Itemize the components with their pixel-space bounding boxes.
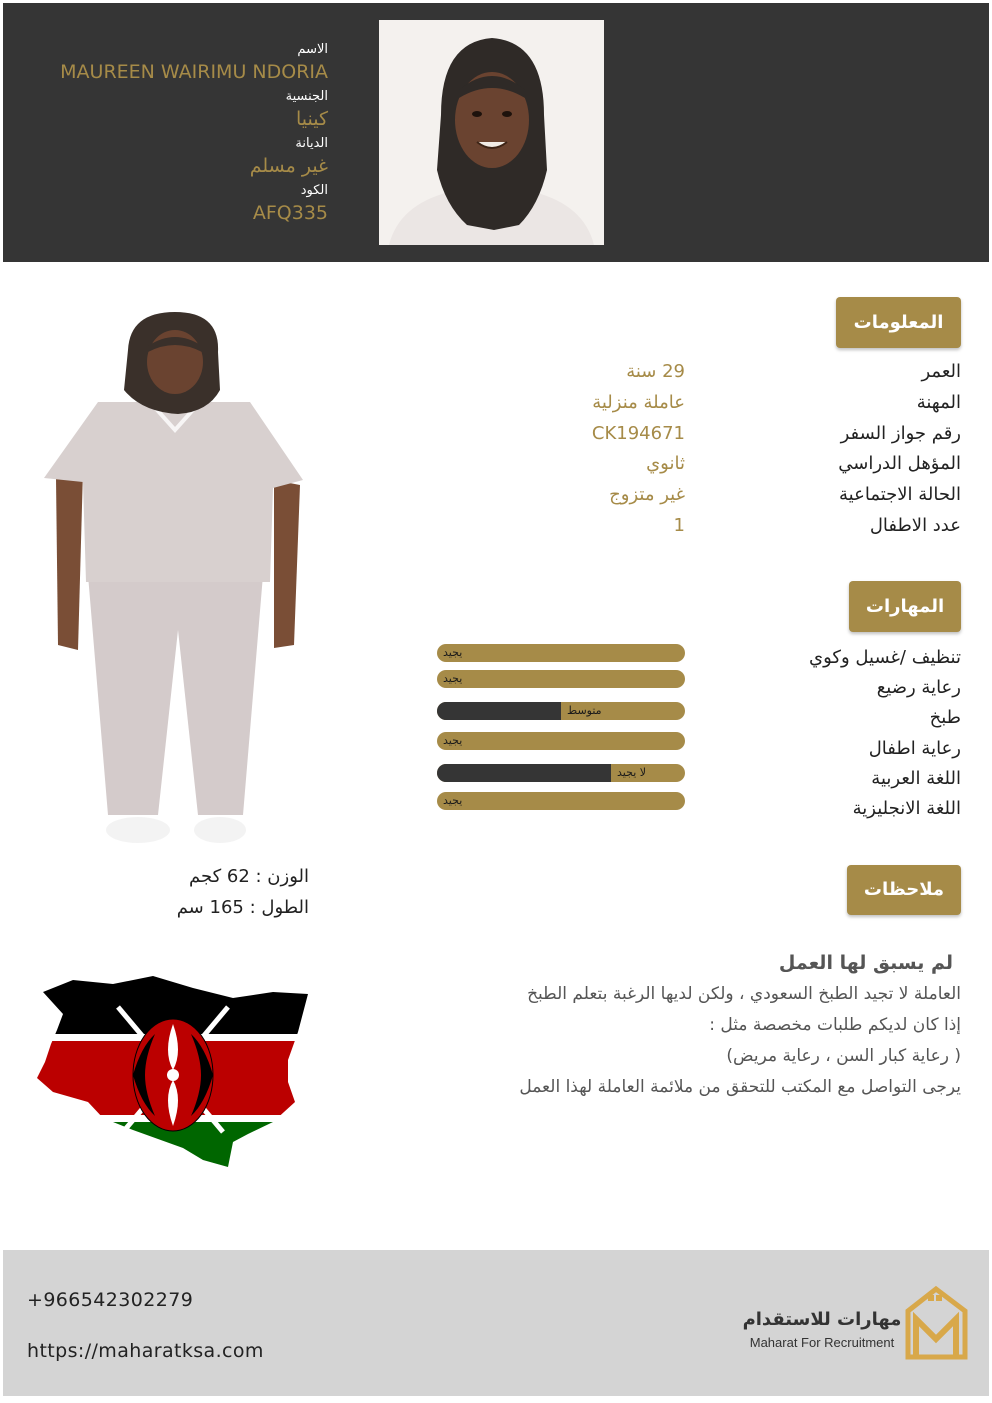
skill-level-text: يجيد (443, 794, 463, 807)
logo-english-text: Maharat For Recruitment (749, 1335, 895, 1350)
skill-level-text: يجيد (443, 646, 463, 659)
info-label: رقم جواز السفر (840, 423, 961, 444)
info-label: المؤهل الدراسي (838, 453, 961, 474)
skill-label: اللغة الانجليزية (852, 798, 961, 819)
skill-level-bar (437, 792, 685, 810)
notes-line: إذا كان لديكم طلبات مخصصة مثل : (709, 1015, 961, 1035)
skill-bar-fill (437, 702, 561, 720)
code-value: AFQ335 (252, 202, 328, 224)
logo-arabic-text: مهارات للاستقدام (742, 1309, 902, 1330)
phone-number[interactable]: +966542302279 (27, 1289, 194, 1311)
skill-level-text: متوسط (567, 704, 602, 717)
skill-label: طبخ (929, 707, 961, 728)
info-row-profession (431, 392, 961, 423)
header-fields (8, 39, 328, 229)
religion-value: غير مسلم (249, 155, 328, 177)
skill-level-bar (437, 764, 685, 782)
info-value: غير متزوج (609, 484, 685, 505)
skill-level-bar (437, 670, 685, 688)
notes-line: ( رعاية كبار السن ، رعاية مريض) (726, 1046, 961, 1066)
skill-bar-fill (437, 764, 611, 782)
notes-line: يرجى التواصل مع المكتب للتحقق من ملائمة العاملة لهذا العمل (519, 1077, 961, 1097)
info-row-passport (431, 423, 961, 454)
skill-level-bar (437, 702, 685, 720)
name-label: الاسم (297, 42, 328, 57)
worker-name: MAUREEN WAIRIMU NDORIA (60, 61, 328, 83)
weight-text: الوزن : 62 كجم (189, 866, 309, 887)
info-value: CK194671 (591, 423, 685, 444)
info-row-age (431, 361, 961, 392)
full-body-photo (38, 310, 310, 852)
skill-label: رعاية رضيع (876, 677, 961, 698)
notes-line: العاملة لا تجيد الطبخ السعودي ، ولكن لديها الرغبة بتعلم الطبخ (527, 984, 961, 1004)
notes-block (401, 948, 961, 1103)
info-value: ثانوي (646, 453, 685, 474)
info-label: المهنة (916, 392, 961, 413)
info-label: الحالة الاجتماعية (839, 484, 961, 505)
info-row-marital (431, 484, 961, 515)
code-label: الكود (300, 183, 328, 198)
notes-section-title: ملاحظات (847, 865, 961, 915)
maharat-logo (740, 1285, 970, 1365)
skill-label: رعاية اطفال (868, 738, 961, 759)
info-section-title: المعلومات (836, 297, 961, 348)
portrait-photo (379, 20, 604, 245)
info-row-children (431, 515, 961, 546)
skills-section-title: المهارات (849, 581, 961, 632)
skill-label: تنظيف /غسيل وكوي (809, 647, 961, 668)
kenya-flag-map (33, 972, 313, 1178)
skill-level-text: يجيد (443, 672, 463, 685)
website-link[interactable]: https://maharatksa.com (27, 1340, 264, 1362)
skill-level-text: لا يجيد (617, 766, 647, 779)
skill-label: اللغة العربية (871, 768, 961, 789)
skill-level-text: يجيد (443, 734, 463, 747)
nationality-label: الجنسية (285, 89, 328, 104)
info-value: 1 (673, 515, 685, 536)
religion-label: الديانة (295, 136, 328, 151)
info-value: عاملة منزلية (592, 392, 685, 413)
skill-level-bar (437, 732, 685, 750)
height-text: الطول : 165 سم (176, 897, 309, 918)
notes-heading: لم يسبق لها العمل (778, 952, 953, 974)
nationality-value: كينيا (295, 108, 328, 130)
info-label: العمر (921, 361, 961, 382)
info-value: 29 سنة (626, 361, 685, 382)
info-label: عدد الاطفال (869, 515, 961, 536)
info-row-education (431, 453, 961, 484)
skill-level-bar (437, 644, 685, 662)
